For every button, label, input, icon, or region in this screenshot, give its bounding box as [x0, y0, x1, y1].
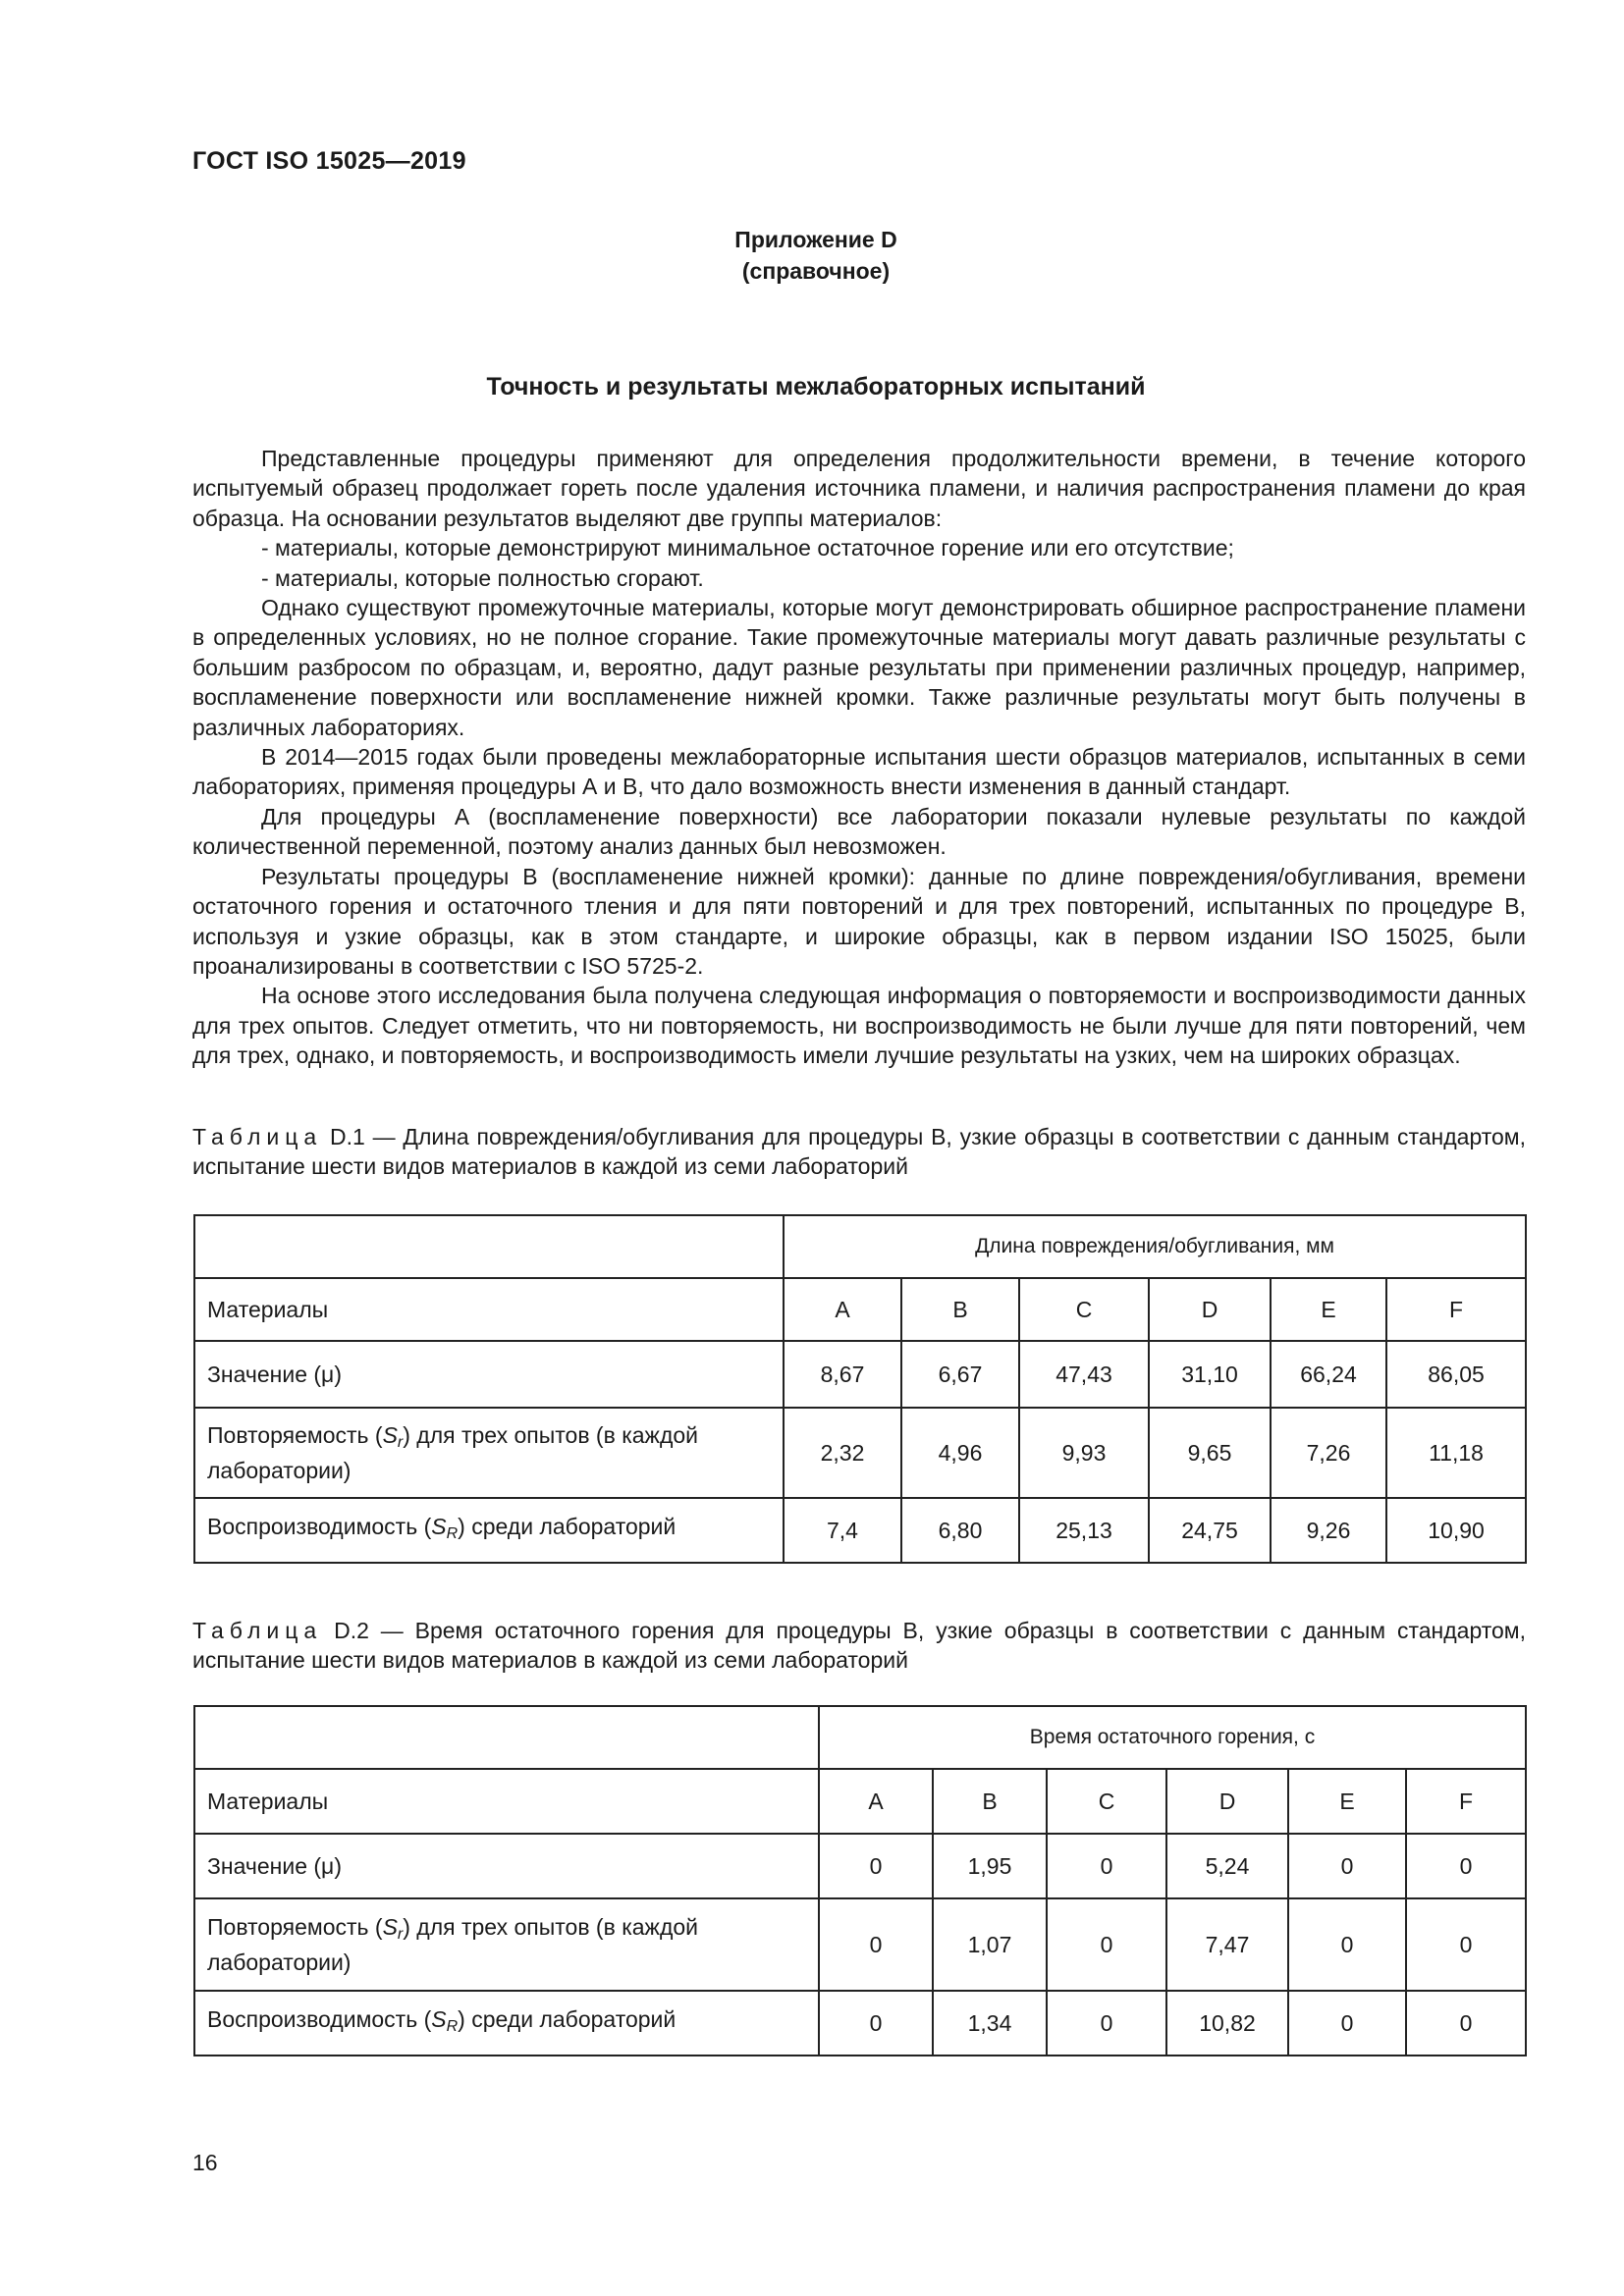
appendix-heading [0, 224, 1624, 287]
paragraph: Для процедуры А (воспламенение поверхности) все лаборатории показали нулевые результаты по каждой количественной переменной, поэтому анализ данных был невозможен. [192, 803, 1526, 860]
table-cell: 1,07 [933, 1898, 1047, 1991]
table-cell: 7,4 [784, 1498, 901, 1563]
table-row-header: Повторяемость $(S_r)$ для трех опытов (в каждой лаборатории) [194, 1898, 819, 1991]
table-row-header: Воспроизводимость $(S_R)$ среди лабораторий [194, 1991, 819, 2056]
table-cell: 6,80 [901, 1498, 1019, 1563]
table-row-header: Значение (μ) [194, 1834, 819, 1898]
table-column-header: A [819, 1769, 933, 1834]
table-cell: 8,67 [784, 1341, 901, 1408]
table-cell: 0 [1047, 1834, 1166, 1898]
table-cell: 24,75 [1149, 1498, 1271, 1563]
document-header-title: ГОСТ ISO 15025—2019 [192, 147, 466, 175]
table-cell: 0 [1288, 1898, 1406, 1991]
table-cell: 6,67 [901, 1341, 1019, 1408]
table-column-header: A [784, 1278, 901, 1341]
table-cell: 0 [1047, 1898, 1166, 1991]
table-column-header: C [1019, 1278, 1149, 1341]
data-table-d1 [193, 1214, 1527, 1564]
table-column-header: D [1149, 1278, 1271, 1341]
table-label: Таблица [192, 1124, 323, 1149]
table-caption-text: D.2 — Время остаточного горения для процедуры В, узкие образцы в соответствии с данным стандартом, испытание шести видов материалов в каждой из семи лабораторий [192, 1618, 1527, 1674]
table-row-header: Воспроизводимость $(S_R)$ среди лабораторий [194, 1498, 784, 1563]
table-cell: 31,10 [1149, 1341, 1271, 1408]
paragraph: На основе этого исследования была получена следующая информация о повторяемости и воспроизводимости данных для трех опытов. Следует отметить, что ни повторяемость, ни воспроизводимость не были лучше для пяти повторений, чем для трех, однако, и повторяемость, и воспроизводимость имели лучшие результаты на узких, чем на широких образцах. [192, 983, 1526, 1069]
table-cell: 0 [1047, 1991, 1166, 2056]
table-column-header: C [1047, 1769, 1166, 1834]
table-column-header: D [1166, 1769, 1288, 1834]
paragraph: Представленные процедуры применяют для определения продолжительности времени, в течение которого испытуемый образец продолжает гореть после удаления источника пламени, и наличия распространения пламени до края образца. На основании результатов выделяют две группы материалов: [192, 446, 1526, 531]
table-cell: 7,47 [1166, 1898, 1288, 1991]
table-column-header: B [933, 1769, 1047, 1834]
body-text [192, 444, 1526, 1071]
table-corner-cell [194, 1215, 784, 1278]
table-column-header: F [1406, 1769, 1526, 1834]
table-row [194, 1341, 1526, 1408]
paragraph: В 2014—2015 годах были проведены межлабораторные испытания шести образцов материалов, испытанных в семи лабораториях, применяя процедуры А и В, что дало возможность внести изменения в данный стандарт. [192, 744, 1526, 800]
table-row [194, 1408, 1526, 1498]
table-cell: 1,95 [933, 1834, 1047, 1898]
table-cell: 2,32 [784, 1408, 901, 1498]
list-item: - материалы, которые полностью сгорают. [261, 564, 704, 591]
data-table-d2 [193, 1705, 1527, 2056]
appendix-type: (справочное) [741, 258, 891, 284]
paragraph: Результаты процедуры В (воспламенение нижней кромки): данные по длине повреждения/обугливания, времени остаточного горения и остаточного тления и для пяти повторений и для трех повторений, испытанных по процедуре В, используя и узкие образцы, как в этом стандарте, и широкие образцы, как в первом издании ISO 15025, были проанализированы в соответствии с ISO 5725-2. [192, 863, 1526, 979]
table-label: Таблица [192, 1618, 323, 1643]
table-row-header: Материалы [194, 1278, 784, 1341]
list-item: - материалы, которые демонстрируют минимальное остаточное горение или его отсутствие; [261, 535, 1234, 561]
table-cell: 0 [1288, 1834, 1406, 1898]
table-cell: 0 [819, 1991, 933, 2056]
table-caption-text: D.1 — Длина повреждения/обугливания для процедуры В, узкие образцы в соответствии с данным стандартом, испытание шести видов материалов в каждой из семи лабораторий [192, 1124, 1527, 1180]
page-number: 16 [192, 2150, 218, 2175]
table-column-header: B [901, 1278, 1019, 1341]
table-group-header: Длина повреждения/обугливания, мм [784, 1215, 1526, 1278]
table-row [194, 1498, 1526, 1563]
table-caption [192, 1616, 1526, 1676]
table-column-header: F [1386, 1278, 1526, 1341]
appendix-label: Приложение D [734, 227, 897, 252]
table-cell: 0 [1406, 1991, 1526, 2056]
table-cell: 10,82 [1166, 1991, 1288, 2056]
table-cell: 4,96 [901, 1408, 1019, 1498]
table-cell: 9,93 [1019, 1408, 1149, 1498]
table-row-header: Материалы [194, 1769, 819, 1834]
table-cell: 10,90 [1386, 1498, 1526, 1563]
table-group-header: Время остаточного горения, с [819, 1706, 1526, 1769]
section-title: Точность и результаты межлабораторных испытаний [486, 373, 1146, 400]
table-cell: 7,26 [1271, 1408, 1386, 1498]
table-cell: 5,24 [1166, 1834, 1288, 1898]
table-cell: 0 [819, 1898, 933, 1991]
table-cell: 47,43 [1019, 1341, 1149, 1408]
table-cell: 86,05 [1386, 1341, 1526, 1408]
table-cell: 0 [819, 1834, 933, 1898]
table-cell: 11,18 [1386, 1408, 1526, 1498]
table-row-header: Повторяемость $(S_r)$ для трех опытов (в каждой лаборатории) [194, 1408, 784, 1498]
table-cell: 0 [1288, 1991, 1406, 2056]
table-row [194, 1991, 1526, 2056]
table-caption [192, 1122, 1526, 1182]
table-column-header: E [1271, 1278, 1386, 1341]
table-cell: 66,24 [1271, 1341, 1386, 1408]
table-cell: 25,13 [1019, 1498, 1149, 1563]
table-cell: 1,34 [933, 1991, 1047, 2056]
table-row-header: Значение (μ) [194, 1341, 784, 1408]
table-cell: 9,65 [1149, 1408, 1271, 1498]
table-column-header: E [1288, 1769, 1406, 1834]
table-row [194, 1834, 1526, 1898]
table-corner-cell [194, 1706, 819, 1769]
table-cell: 0 [1406, 1834, 1526, 1898]
table-row [194, 1898, 1526, 1991]
paragraph: Однако существуют промежуточные материалы, которые могут демонстрировать обширное распространение пламени в определенных условиях, но не полное сгорание. Такие промежуточные материалы могут давать различные результаты с большим разбросом по образцам, и, вероятно, дадут разные результаты при применении различных процедур, например, воспламенение поверхности или воспламенение нижней кромки. Также различные результаты могут быть получены в различных лабораториях. [192, 595, 1526, 740]
table-cell: 9,26 [1271, 1498, 1386, 1563]
table-cell: 0 [1406, 1898, 1526, 1991]
